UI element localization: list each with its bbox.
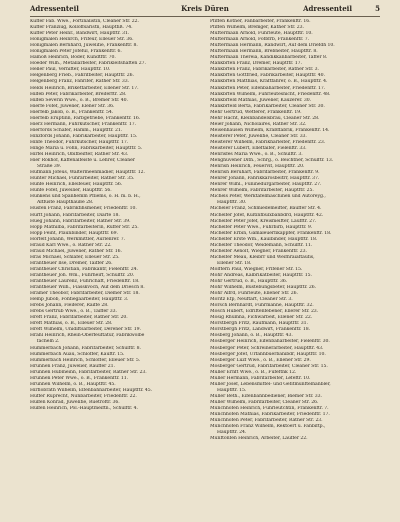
- directory-entry: Mankbrfen Wilhelm, Fuhrleutesnicht, Friedenftr. 48.: [210, 91, 331, 97]
- directory-entry: Mörstbergh Fritz, Landwirt, Frankenftr. 18.: [210, 327, 311, 333]
- directory-entry: Muftermaan Arnold, Fuhrleute, Hauptftr. 10.: [210, 31, 313, 37]
- directory-entry: Müller Hermann, Fabrifarbeiter, Lefeftr. 10.: [210, 375, 311, 381]
- directory-entry: Müller Wilhelm, Fabrifarbeiter, Cleaner Str. 26.: [210, 399, 319, 405]
- directory-entry: Michelfer Erbin, Gamaleuerfikappfer, Frankenftr. 18.: [210, 230, 332, 236]
- left-column: [30, 19, 202, 412]
- directory-entry: Helgenberg Franz, Fahrifer, Rather Str. 33.: [30, 79, 129, 85]
- page-header: [30, 4, 380, 16]
- directory-entry: Moritz Efp, Neuftart, Cleaner Str. 3.: [210, 297, 293, 303]
- page-number: 5: [375, 4, 380, 13]
- directory-entry: Hüffer Ruprecht, Nunbarbeiter, Friedenftr. 22.: [30, 393, 137, 399]
- directory-entry: Micheler Franz, Schmiedemeifter, Bauffer Str. 4.: [210, 206, 322, 212]
- directory-entry: Mösberger Gertrud, Fabrifarbeiter, Cleaner Str. 15.: [210, 363, 328, 369]
- directory-entry: Mankbrfen Matthias, Kraftfahrer, o. B., Hauptftr. 4.: [210, 79, 328, 85]
- directory-entry: Michelfer Meau, Kleibrr und Weifhraiaftaufis,: [210, 254, 315, 260]
- directory-entry: Muftermaan Hermann, Brebneiter, Hauptftr. 8.: [210, 49, 318, 55]
- directory-entry: Hauptftr. 24.: [217, 430, 247, 436]
- directory-entry: Menrisfes Maria Wwe., o. B., Schulftr. 3.: [210, 152, 303, 158]
- directory-entry: Mankbrfen Gottfried, Fabrikarbeiter, Hauptftr. 40.: [210, 73, 325, 79]
- directory-entry: Michelfer Peter Jofef, Kreismeifter, Laufftr. 27.: [210, 218, 317, 224]
- directory-entry: Meier Johann, Nicholaires, Rather Str. 32.: [210, 121, 307, 127]
- directory-entry: Hrunnen Peter Wwe., o. B., Frankenftr. 11.: [30, 375, 129, 381]
- directory-entry: Küffer Fab. Wwe., Fortinalistin, Cleaner Str. 22.: [30, 19, 139, 24]
- directory-entry: Pfiffen Wilhelm, Bremger, Kather Str. 23.: [210, 25, 304, 31]
- directory-entry: Meisterer Peter, Juwelifie, Cleaner Str. 33.: [210, 133, 307, 139]
- directory-entry: Michelfer Aenolt, Wiegner, Frankenftr. 23.: [210, 248, 307, 254]
- directory-entry: Hauptftr. 15.: [217, 387, 247, 393]
- directory-entry: Hinge Maria u. Fohn, Fabrikarbeiter, Hauptftr. 5.: [30, 145, 143, 151]
- directory-entry: Müller Josef, Lebensmittel- und Gefitmunftelhänbler,: [210, 381, 331, 387]
- directory-entry: Mankbrfen Franz, Dremer, Hauptftr. 17.: [210, 61, 302, 67]
- directory-entry: Hueg Johann, Fabrifarbeiter, Rather Str. 39.: [30, 218, 131, 224]
- directory-entry: Hilfeb Peter, Fabrikarbeiter, Breiferftr. 28.: [30, 91, 127, 97]
- directory-entry: Mehr Hacht, Kleinbandelsbrau, Cleaner Str. 28.: [210, 115, 320, 121]
- directory-entry: Hülfen Heinrich, Pol.-Hauptmeiftn., Schulftr. 4.: [30, 406, 138, 411]
- directory-entry: Hier Rokhof, Kaffenalfeiste u. Lehrer, Cleaner: [30, 158, 135, 164]
- directory-entry: Mosig Rhumna, Fichwarbeit, Ellener Str. 22.: [210, 315, 313, 321]
- directory-entry: Münftonfen Heinrich, Arbeiter, Lauffer 22.: [210, 436, 308, 442]
- directory-entry: Hurft Johann, Fabrifarbeiter, Diarfe 18.: [30, 212, 120, 218]
- directory-entry: Hras Michael, Schlafer, Elleuer Str. 25.: [30, 254, 120, 260]
- directory-entry: Hunter Michael, Fuhrarbeiter, Rather Str. 35.: [30, 176, 135, 182]
- directory-entry: Mösberger Jofef, Urfanhbuerbanibdr, Hauptftr. 10.: [210, 351, 326, 357]
- directory-entry: Michelfer Erste Wm., Kaulbinder, Hauptftr. 18.: [210, 236, 318, 242]
- directory-entry: Hierz Hermann, Fuhrkutscher, Frankenftr. 17.: [30, 121, 137, 127]
- directory-entry: Michelfer Jofef, Kultinfbulxbanbdrd, Hauptftr. 42.: [210, 212, 324, 218]
- directory-entry: Menrish Heinrich, Feuervit, Hauptftr. 20.: [210, 164, 305, 170]
- directory-entry: Menghuvener Dith., Schrg., o. Beichtner, Schulftr. 13.: [210, 158, 334, 164]
- directory-entry: Molftern Paul, Wiegner, Frlfener Str. 15.: [210, 266, 303, 272]
- directory-entry: Hummerbach Heinrich, Schloffer, Elleuer Str. 5.: [30, 357, 141, 363]
- directory-entry: Menrer Wilhl., Funinedurgarbeiter, Hauptftr. 27.: [210, 182, 322, 188]
- directory-entry: Hierfe Fofef, Juwelier, Elener Str. 36.: [30, 103, 115, 109]
- directory-entry: Hilfeb Severin Wwe., o. B., Bremer Str. 40.: [30, 97, 128, 103]
- directory-entry: Mörstbergh Fritz, Raufmann, Hauptftr. 31.: [210, 321, 308, 327]
- directory-entry: Hunkens und Spanhemm Pfliems, o. H. m. b. H.,: [30, 194, 141, 200]
- directory-entry: Hrantheuer Wilh., Fiasskvoch, Auf dem Driesch 8.: [30, 285, 145, 291]
- directory-entry: Husfen Franz, Fabrikfihsmener, Friedenftr. 10.: [30, 206, 137, 212]
- directory-entry: Hrunnen Wilhelm, o. B., Hauptftr. 45.: [30, 381, 116, 387]
- directory-entry: Mehr Gertrud, Wetterer, Frankenftr. 19.: [210, 109, 302, 115]
- directory-entry: Hrebs Gertrub Wwe., o. B., Taiffer 33.: [30, 309, 117, 315]
- directory-entry: Hummerbach Johann, Fabrifarbeiter, Schulftr. 8.: [30, 345, 141, 351]
- directory-entry: Meisterer Lubert, Elleftaifer, Fielenftr. 33.: [210, 145, 307, 151]
- directory-entry: fächeln 2.: [37, 339, 60, 345]
- directory-entry: Hierfords Schäfer, Hamm., Hauptftr. 21.: [30, 127, 123, 133]
- directory-entry: Muftermaan Thereia, Kandikkanbarbeiter, Taffer 8.: [210, 55, 328, 61]
- directory-entry: Mankbrfeld Mathias, Juwelier, Kauzerer. 30.: [210, 97, 312, 103]
- directory-entry: Hauptftr. 30.: [217, 200, 247, 206]
- directory-entry: Mohr Andreas, Kalbrikatbeiter, Hauptftr. 15.: [210, 272, 312, 278]
- directory-entry: Hrantheuer Laurenz, Fuhrichaft, Friedenftr. 18.: [30, 279, 140, 285]
- header-left-label: Adressenteil: [30, 4, 79, 13]
- directory-entry: Menrer Johann, Fahrikkarosbeitrr, Hauptftr. 37.: [210, 176, 320, 182]
- directory-entry: Muftermaan Arnold, Fofbfrb, Frankenftr. 7.: [210, 37, 310, 43]
- directory-entry: Hrantheuer Joh. Wm., Fuhrheirf, Schulftr. 20.: [30, 272, 135, 278]
- directory-entry: Hreft Franz, Fabrifarbeiter, Rather Str. 20.: [30, 315, 128, 321]
- directory-entry: Mohr Alfrd, Fuhrleute, Ellener Str. 26.: [210, 291, 298, 297]
- directory-entry: Menrer Wilhelm, Fabrifarbeiter, Hauptftr. 25.: [210, 188, 314, 194]
- directory-entry: Straße 39.: [37, 164, 61, 170]
- directory-entry: Münchhöfen Franz Wilhelm, Rektoert u. Fanbiftp.,: [210, 424, 326, 430]
- directory-entry: Müller Ernft Wwe., o. B., Füfeftnk 12.: [210, 369, 297, 375]
- directory-entry: Hunfe Fofef, Juweilier, Hauptftr. 56.: [30, 188, 112, 194]
- directory-entry: Münchhöfen Peter, Fabrifarbeiter, Rather Str. 23.: [210, 418, 323, 424]
- directory-entry: Muftermaan Hermann, Randwirt, Auf dem Driefdh 10.: [210, 43, 335, 49]
- directory-entry: Helds Heinrich, Brikettarbeiter, Ellener Str. 17.: [30, 85, 139, 91]
- directory-entry: Hrantheuer Christian, Fabrikantr, Fielenftr. 24.: [30, 266, 138, 272]
- directory-entry: Mohr Gertrud, o. B., Hauptftr. 36.: [210, 279, 288, 285]
- directory-entry: Mösberg Johann, o. B., Hauptftr. 43.: [210, 333, 293, 339]
- directory-entry: Hinzfords Johann, Fabrikarbeiter, Hauptftr. 15.: [30, 133, 138, 139]
- directory-entry: Hrahl Heinrich, Rhein-Oberfeuftatur, Fabrikwolbe: [30, 333, 145, 339]
- directory-entry: Hamöß Heinrich, Böder, Kundtftr. 70.: [30, 55, 116, 61]
- directory-entry: Mösberger Luzf Wwe., o. B., Ellener Str. 29.: [210, 357, 311, 363]
- directory-entry: Ellener Str. 18.: [217, 260, 252, 266]
- directory-entry: Mosch Hubert, Edriftenfebener, Ellerer Str. 23.: [210, 309, 319, 315]
- directory-entry: Küffer Franziug, Kolloffsaristn, Hauptfiß. 74.: [30, 25, 133, 31]
- header-rule: [30, 16, 380, 17]
- directory-entry: Pfiffen Kötner, Fanbarbeiter, Frankenftr. 16.: [210, 19, 311, 24]
- directory-entry: Mankbrfeld Berta, Fabrikarbeiter, Cleaner Str. 30.: [210, 103, 325, 109]
- directory-entry: Hreft Wilhelm, Unidiftsarbeiter, Derener Str. 19.: [30, 327, 141, 333]
- directory-entry: Hrunnen Franz, Juwelier, Rauffer 21.: [30, 363, 115, 369]
- directory-entry: Heller Paul, Vernifter, Hauptftr. 10.: [30, 67, 111, 73]
- directory-entry: Mösberger Heinrich, Eifenbaharbeiter, Fielenftr. 30.: [210, 339, 330, 345]
- directory-entry: Hunfe Heinrich, Elleifeuer, Hauptftr. 56.: [30, 182, 123, 188]
- directory-entry: Hemp Jubob, Fonfiegaarbeiter, Hauptftr. 3.: [30, 297, 129, 303]
- directory-entry: Küffer Peter Heinr., Bandwirt, Hauptftr. 31.: [30, 31, 130, 37]
- directory-entry: Münchhöfen Mathias, Fabrikarbeiter, Friedenftr. 17.: [210, 412, 330, 418]
- directory-entry: Morsch Bernhardt, Fuhrmanne, Hauptftr. 32.: [210, 303, 314, 309]
- directory-entry: Mösberger Peter, Schreinerarbeiter, Hauptftr. 43.: [210, 345, 324, 351]
- directory-entry: Mankbrfen Peter, Eifenbaharbeiter, Friedenftr. 17.: [210, 85, 326, 91]
- directory-entry: Hrebs Johann, Fleiferer, Raiffe 28.: [30, 303, 109, 309]
- directory-entry: Menrish Beruhart, Fabrifarbeiter, Frankenftr. 9.: [210, 170, 320, 176]
- directory-entry: Münchhöfen Heinrich, Fuhrleutchtin, Frankenftr. 7.: [210, 406, 329, 411]
- directory-entry: Hopp Mathilba, Fabrifarbeiterin, Ruffer Str. 25.: [30, 224, 139, 230]
- directory-entry: Hummerbach Auau, Schloffer, Kauftr. 15.: [30, 351, 125, 357]
- directory-entry: Hrantheuer Ilse, Dremer, Taiffer 26.: [30, 260, 113, 266]
- directory-entry: Hraud Michael, Juwelier, Rather Str. 16.: [30, 248, 122, 254]
- directory-entry: Mankbrfen Franz, Fabrikarbeiter, Rather Str. 3.: [210, 67, 319, 73]
- directory-entry: Hraud Karl Wwe., o. Rather Str. 22.: [30, 242, 112, 248]
- right-column: [210, 19, 382, 442]
- directory-entry: Hrunnen Hubmeinn, Fabrifarbeiter, Rather Str. 23.: [30, 369, 147, 375]
- directory-entry: Michels Peter, Werktafelmaschinen und Autoreyg.,: [210, 194, 326, 200]
- header-right-label: Adressenteil: [303, 4, 352, 13]
- directory-entry: Michelfer Theodor, Weidemann, Schulftr. 11.: [210, 242, 313, 248]
- directory-entry: Meisenhausen Wilhelm, Kraßffabrik, Frankenftr. 14.: [210, 127, 330, 133]
- header-title: Kreis Düren: [181, 4, 229, 13]
- directory-entry: Michelfer Peter Wwe., Fuhrbirb, Hauptftr. 9.: [210, 224, 313, 230]
- directory-entry: Hramer Theobor, Fabrifarbeiter, Diemer Str. 18.: [30, 291, 140, 297]
- directory-entry: Müller Beth., Eifenbahnbediener, Biemer Str. 33.: [210, 393, 322, 399]
- directory-entry: Hreft Mathias, o. B., Elleuer Str. 28.: [30, 321, 113, 327]
- directory-entry: Honigmalen Bernhard, Juwelifie, Frankenftr. 8.: [30, 43, 138, 49]
- directory-entry: Mohr Wilhelm, Bustebungsbeter, Hauptftr. 26.: [210, 285, 317, 291]
- directory-entry: Honigmalen Peter Jofeful, Frankenftr. 6.: [30, 49, 122, 55]
- directory-entry: Altfuste Haupthauße 28.: [37, 200, 94, 206]
- directory-entry: Hierfelb Eruptinn, Farbgetriebe, Frankenftr. 16.: [30, 115, 141, 121]
- directory-entry: Hierfelb Jakob, o. B., Frankenftr. 54.: [30, 109, 114, 115]
- directory-entry: Hufmann Jofeus, Waltermeenmadier, Hauptftr. 12.: [30, 170, 145, 176]
- directory-entry: Helgenberg Frieb., Fahrifbeiter, Hauptftr. 26.: [30, 73, 134, 79]
- directory-entry: Honigmalen Heinrch, Frifeur, Elleuer Str. 36.: [30, 37, 134, 43]
- directory-entry: Hirfel Heinrich, Obifbeifter, Rather Str. 43.: [30, 152, 129, 158]
- directory-entry: Hoeder Wilh., Metallarbeiter, Fabrikleitshaften 27.: [30, 61, 146, 67]
- directory-entry: Hirflobrath Wilhelm, Elfenbahnarbeiter, Hauptftr. 45.: [30, 387, 153, 393]
- directory-entry: Hinfe Theodor, Fuhrkutscher, Hauptftr. 17.: [30, 139, 129, 145]
- directory-entry: Hülfen Konrad, Juwelifie, Ruetroftr. 36.: [30, 399, 120, 405]
- directory-entry: Horfelt Johann, Werkmittler, Aurlenrer. 7.: [30, 236, 126, 242]
- directory-entry: Hopp Feint, Plaunbinder, Hauptftr. 69.: [30, 230, 118, 236]
- directory-entry: Meisterer Wilhelm, Fabrikharleiter, Friedenftr. 23.: [210, 139, 326, 145]
